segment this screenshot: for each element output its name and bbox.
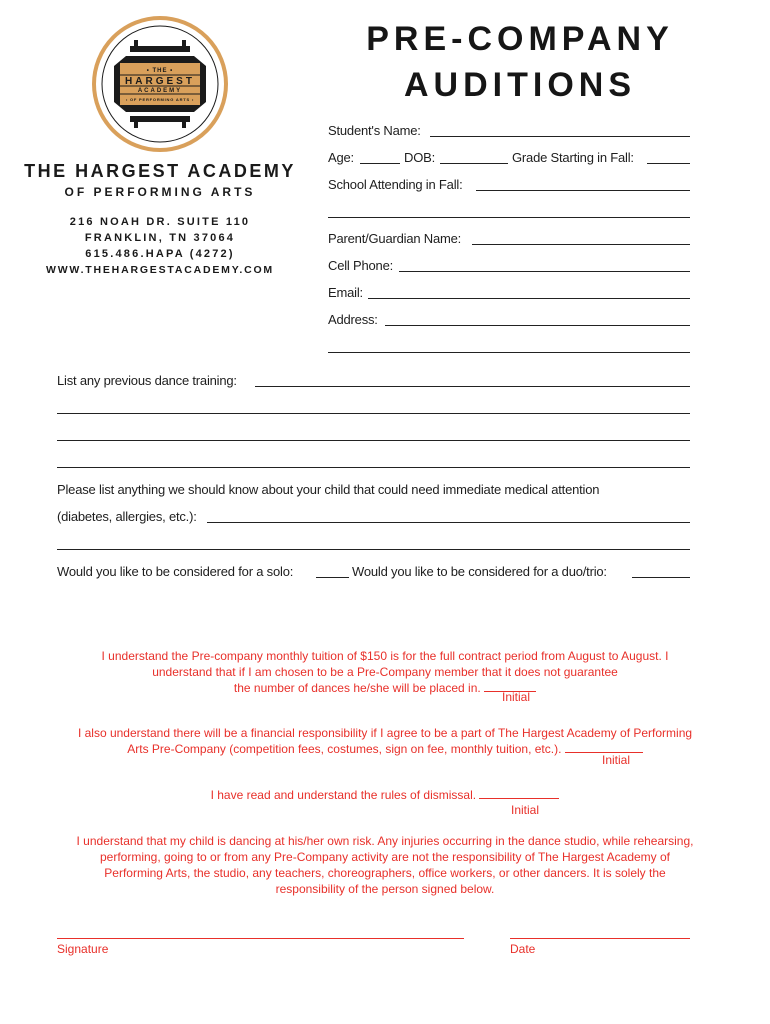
date-field[interactable] <box>510 938 690 939</box>
logo-hargest: HARGEST <box>125 76 195 87</box>
student-name-field[interactable] <box>430 136 690 137</box>
tuition-line3: the number of dances he/she will be placed in. <box>233 681 481 695</box>
risk-line4: responsibility of the person signed below. <box>275 882 495 896</box>
signature-label: Signature <box>57 942 109 956</box>
academy-name: THE HARGEST ACADEMY <box>24 161 296 181</box>
financial-line2: Arts Pre-Company (competition fees, costumes, sign on fee, monthly tuition, etc.). <box>127 742 562 756</box>
duo-label: Would you like to be considered for a duo/trio: <box>352 564 607 579</box>
age-label: Age: <box>328 150 354 165</box>
dob-label: DOB: <box>404 150 435 165</box>
tuition-initial-label: Initial <box>502 690 531 704</box>
risk-line1: I understand that my child is dancing at his/her own risk. Any injuries occurring in the dance studio, while rehearsing, <box>76 834 694 848</box>
academy-logo <box>90 14 230 154</box>
financial-initial-label: Initial <box>602 753 631 767</box>
dance-training-field[interactable] <box>255 386 690 387</box>
cell-field[interactable] <box>399 271 690 272</box>
dismissal-statement <box>40 787 730 803</box>
medical-label-2: (diabetes, allergies, etc.): <box>57 509 197 524</box>
dismissal-initial-field[interactable] <box>479 787 559 799</box>
duo-field[interactable] <box>632 577 690 578</box>
logo-the: • THE • <box>146 68 174 74</box>
logo-performing-arts: • OF PERFORMING ARTS • <box>125 97 195 102</box>
school-field-extra[interactable] <box>328 217 690 218</box>
grade-label: Grade Starting in Fall: <box>512 150 634 165</box>
signature-field[interactable] <box>57 938 464 939</box>
dismissal-line: I have read and understand the rules of dismissal. <box>210 788 477 802</box>
address-line2: FRANKLIN, TN 37064 <box>84 232 236 244</box>
parent-field[interactable] <box>472 244 690 245</box>
dismissal-initial-label: Initial <box>511 803 540 817</box>
dance-training-label: List any previous dance training: <box>57 373 237 388</box>
solo-field[interactable] <box>316 577 349 578</box>
email-field[interactable] <box>368 298 690 299</box>
medical-label: Please list anything we should know about your child that could need immediate medical attention <box>57 482 600 497</box>
email-label: Email: <box>328 285 363 300</box>
grade-field[interactable] <box>647 163 690 164</box>
risk-line3: Performing Arts, the studio, any teachers, choreographers, office workers, or other dancers. It is solely the <box>104 866 666 880</box>
address-field[interactable] <box>385 325 690 326</box>
logo-academy: ACADEMY <box>137 88 183 94</box>
solo-label: Would you like to be considered for a solo: <box>57 564 294 579</box>
page-title-line2: AUDITIONS <box>404 66 636 104</box>
school-field[interactable] <box>476 190 690 191</box>
academy-subtitle: OF PERFORMING ARTS <box>64 185 256 199</box>
dance-training-line-4[interactable] <box>57 467 690 468</box>
parent-label: Parent/Guardian Name: <box>328 231 462 246</box>
financial-initial-field[interactable] <box>565 741 643 753</box>
address-field-extra[interactable] <box>328 352 690 353</box>
tuition-statement <box>40 648 730 696</box>
tuition-line2: understand that if I am chosen to be a Pre-Company member that it does not guarantee <box>152 665 618 679</box>
phone-number: 615.486.HAPA (4272) <box>85 248 235 260</box>
dob-field[interactable] <box>440 163 508 164</box>
age-field[interactable] <box>360 163 400 164</box>
dance-training-line-2[interactable] <box>57 413 690 414</box>
website: WWW.THEHARGESTACADEMY.COM <box>46 264 274 276</box>
address-line1: 216 NOAH DR. SUITE 110 <box>69 216 251 228</box>
page-title-line1: PRE-COMPANY <box>366 20 674 58</box>
financial-line1: I also understand there will be a financial responsibility if I agree to be a part of The Hargest Academy of Performing <box>77 726 693 740</box>
medical-field[interactable] <box>207 522 690 523</box>
dance-training-line-3[interactable] <box>57 440 690 441</box>
risk-statement <box>40 833 730 897</box>
student-name-label: Student's Name: <box>328 123 421 138</box>
date-label: Date <box>510 942 536 956</box>
tuition-line1: I understand the Pre-company monthly tuition of $150 is for the full contract period from August to August. I <box>101 649 669 663</box>
risk-line2: performing, going to or from any Pre-Company activity are not the responsibility of The Hargest Academy of <box>99 850 671 864</box>
medical-line-2[interactable] <box>57 549 690 550</box>
address-label: Address: <box>328 312 378 327</box>
school-label: School Attending in Fall: <box>328 177 463 192</box>
cell-label: Cell Phone: <box>328 258 394 273</box>
